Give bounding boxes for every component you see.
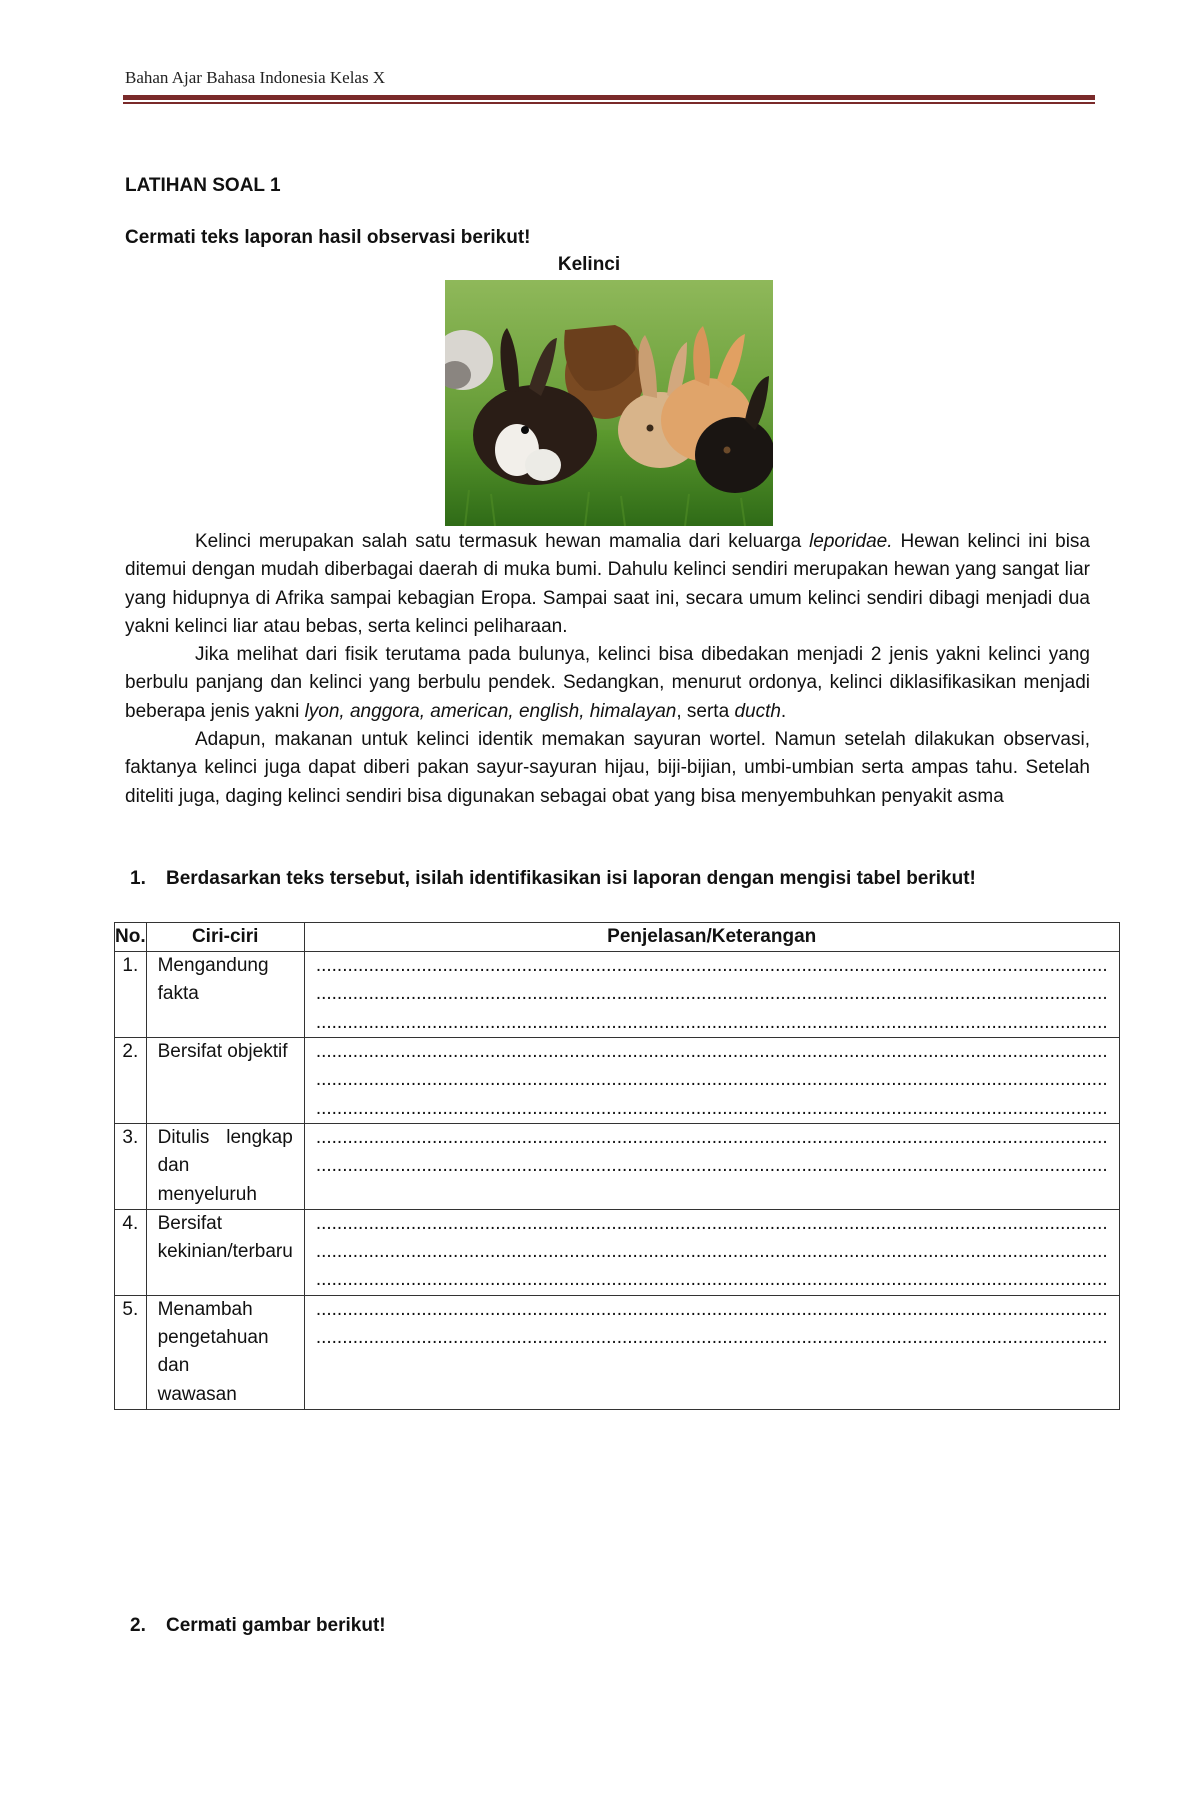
question-text: Cermati gambar berikut! (166, 1615, 386, 1636)
question-number: 1. (130, 868, 146, 889)
paragraph-text: Hewan kelinci ini bisa ditemui dengan mudah diberbagai daerah di muka bumi. Dahulu kelinci sendiri merupakan hewan yang sangat liar yang hidupnya di Afrika sampai kebagian Eropa. Sampai saat ini, secara umum kelinci sendiri dibagi menjadi dua yakni kelinci liar atau bebas, serta kelinci peliharaan. (125, 531, 1090, 637)
table-row (115, 1038, 1120, 1124)
report-body (125, 528, 1090, 811)
answer-blank-line[interactable]: ...................................................................................................................................................... (315, 1041, 1108, 1062)
header-rule-thin (123, 102, 1095, 104)
paragraph-text: Kelinci merupakan salah satu termasuk hewan mamalia dari keluarga (195, 531, 810, 552)
ciri-line: menyeluruh (157, 1183, 257, 1205)
cell-ciri (146, 1124, 304, 1210)
cell-penjelasan (304, 1124, 1119, 1210)
paragraph-text: . (780, 700, 787, 722)
column-header-ciri: Ciri-ciri (146, 923, 304, 952)
cell-penjelasan (304, 952, 1119, 1038)
column-header-no: No. (115, 923, 147, 952)
question-1 (130, 868, 976, 890)
answer-blank-line[interactable]: ...................................................................................................................................................... (315, 1269, 1108, 1291)
paragraph-italic: leporidae. (809, 531, 893, 552)
cell-ciri (146, 952, 304, 1038)
cell-ciri (146, 1038, 304, 1124)
answer-blank-line[interactable]: ...................................................................................................................................................... (315, 1127, 1108, 1148)
identification-table (114, 922, 1120, 1410)
answer-blank-line[interactable]: ...................................................................................................................................................... (315, 1069, 1108, 1091)
table-header-row (115, 923, 1120, 952)
answer-blank-line[interactable]: ...................................................................................................................................................... (315, 1298, 1108, 1320)
answer-blank-line[interactable]: ...................................................................................................................................................... (315, 1212, 1108, 1234)
cell-ciri (146, 1209, 304, 1295)
answer-blank-line[interactable]: ...................................................................................................................................................... (315, 1327, 1108, 1349)
answer-blank-line[interactable]: ...................................................................................................................................................... (315, 1097, 1108, 1119)
column-header-penjelasan: Penjelasan/Keterangan (304, 923, 1119, 952)
header-rule (123, 95, 1095, 104)
paragraph-text: , serta (676, 700, 735, 722)
paragraph-italic: lyon, anggora, american, english, himalayan (304, 700, 677, 722)
header-rule-thick (123, 95, 1095, 100)
question-2 (130, 1615, 386, 1637)
table-row (115, 952, 1120, 1038)
report-title: Kelinci (557, 254, 621, 275)
cell-no: 3. (115, 1124, 147, 1210)
cell-penjelasan (304, 1295, 1119, 1409)
cell-no: 2. (115, 1038, 147, 1124)
ciri-line: Menambah (157, 1298, 253, 1320)
question-number: 2. (130, 1615, 146, 1636)
answer-blank-line[interactable]: ...................................................................................................................................................... (315, 955, 1108, 976)
answer-blank-line[interactable]: ...................................................................................................................................................... (315, 1155, 1108, 1177)
paragraph-text: Jika melihat dari fisik terutama pada bulunya, kelinci bisa dibedakan menjadi 2 jenis yakni kelinci yang berbulu panjang dan kelinci yang berbulu pendek. Sedangkan, menurut ordonya, kelinci diklasifikasikan menjadi beberapa jenis yakni (125, 644, 1090, 722)
cell-no: 4. (115, 1209, 147, 1295)
paragraph-italic: ducth (734, 700, 781, 722)
ciri-line: Bersifat (157, 1212, 223, 1234)
cell-no: 1. (115, 952, 147, 1038)
question-text: Berdasarkan teks tersebut, isilah identifikasikan isi laporan dengan mengisi tabel berikut! (166, 868, 976, 889)
running-header: Bahan Ajar Bahasa Indonesia Kelas X (125, 68, 386, 87)
instruction-text: Cermati teks laporan hasil observasi berikut! (125, 227, 531, 248)
answer-blank-line[interactable]: ...................................................................................................................................................... (315, 1011, 1108, 1033)
rabbits-photo (445, 280, 773, 526)
ciri-line: Ditulis lengkap dan (157, 1127, 293, 1177)
ciri-line: Bersifat objektif (157, 1041, 288, 1062)
cell-ciri (146, 1295, 304, 1409)
answer-blank-line[interactable]: ...................................................................................................................................................... (315, 983, 1108, 1005)
table-body (115, 952, 1120, 1410)
cell-no: 5. (115, 1295, 147, 1409)
report-paragraph-2 (125, 641, 1090, 726)
ciri-line: kekinian/terbaru (157, 1241, 293, 1263)
report-paragraph-3: Adapun, makanan untuk kelinci identik memakan sayuran wortel. Namun setelah dilakukan observasi, faktanya kelinci juga dapat diberi pakan sayur-sayuran hijau, biji-bijian, umbi-umbian serta ampas tahu. Setelah diteliti juga, daging kelinci sendiri bisa digunakan sebagai obat yang bisa menyembuhkan penyakit asma (125, 729, 1090, 807)
answer-blank-line[interactable]: ...................................................................................................................................................... (315, 1241, 1108, 1263)
table-row (115, 1209, 1120, 1295)
cell-penjelasan (304, 1038, 1119, 1124)
ciri-line: wawasan (157, 1383, 237, 1405)
table-row (115, 1295, 1120, 1409)
ciri-line: Mengandung fakta (157, 955, 269, 1005)
report-paragraph-1 (125, 528, 1090, 641)
section-title: LATIHAN SOAL 1 (125, 175, 281, 196)
ciri-line: pengetahuan dan (157, 1327, 269, 1377)
cell-penjelasan (304, 1209, 1119, 1295)
table-row (115, 1124, 1120, 1210)
